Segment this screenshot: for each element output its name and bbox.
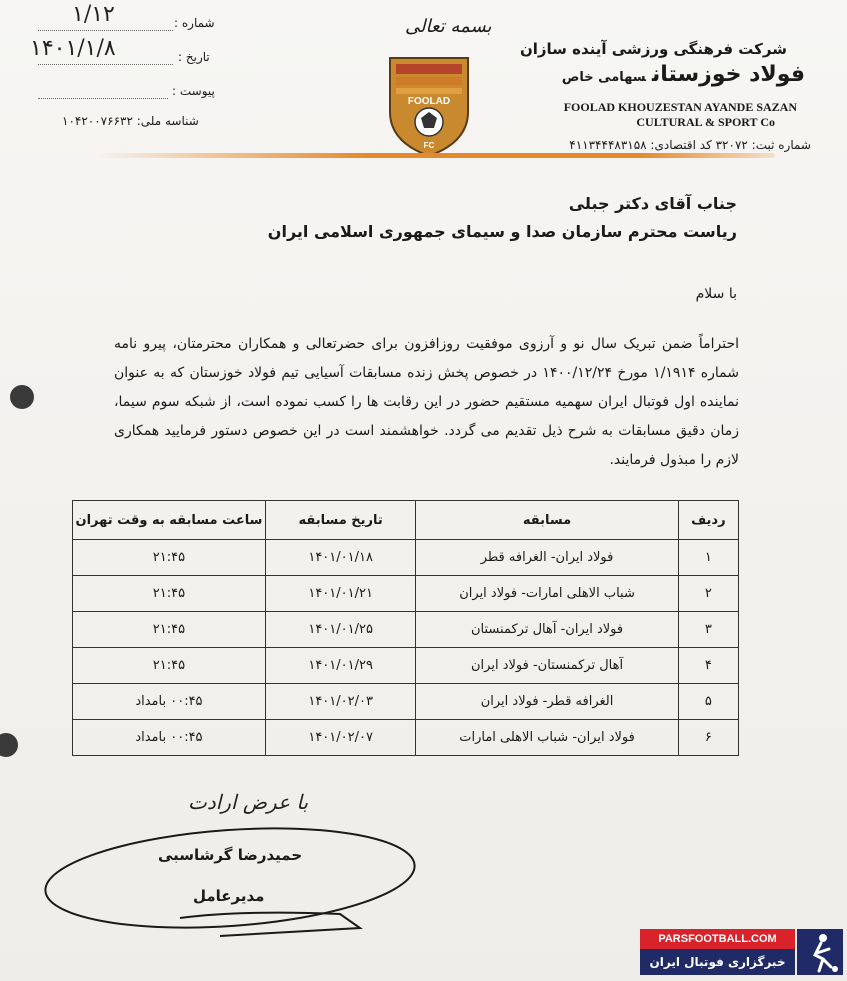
row-number: ۲	[678, 576, 738, 612]
letter-body: احتراماً ضمن تبریک سال نو و آرزوی موفقیت روزافزون برای حضرتعالی و همکاران محترمتان، پیرو نامه شماره ۱/۱۹۱۴ مورخ ۱۴۰۰/۱۲/۲۴ در خصوص پخش زنده مسابقات آسیایی تیم فولاد خوزستان که به عنوان نماینده اول فوتبال ایران سهمیه مستقیم حضور در این رقابت ها را کسب نموده است، از شبکه سوم سیما، زمان دقیق مسابقات به شرح ذیل تقدیم می گردد. خواهشمند است در این خصوص دستور فرمایید همکاری لازم را مبذول فرمایند.	[114, 336, 739, 468]
number-line	[38, 30, 173, 31]
table-row	[73, 612, 739, 648]
company-main-label: فولاد خوزستان	[652, 62, 805, 87]
registration-line: شماره ثبت: ۳۲۰۷۲ کد اقتصادی: ۴۱۱۳۴۴۴۸۳۱۵۸	[569, 138, 811, 152]
signatory-title: مدیرعامل	[193, 887, 265, 905]
watermark-site: PARSFOOTBALL.COM	[640, 929, 795, 949]
row-number: ۵	[678, 684, 738, 720]
row-number: ۶	[678, 720, 738, 756]
header-divider	[95, 153, 775, 158]
punch-hole	[10, 385, 34, 409]
match-name: آهال ترکمنستان- فولاد ایران	[416, 648, 678, 684]
row-number: ۳	[678, 612, 738, 648]
company-name-fa-main	[562, 62, 805, 87]
match-time: ۰۰:۴۵ بامداد	[73, 720, 266, 756]
attachment-line	[38, 98, 168, 99]
number-label: شماره :	[174, 16, 215, 30]
company-name-fa: شرکت فرهنگی ورزشی آینده سازان	[519, 40, 787, 58]
parsfootball-watermark	[640, 929, 845, 977]
match-time: ۲۱:۴۵	[73, 540, 266, 576]
addressee-name: جناب آقای دکتر جبلی	[568, 194, 737, 213]
row-number: ۴	[678, 648, 738, 684]
row-number: ۱	[678, 540, 738, 576]
match-date: ۱۴۰۱/۰۲/۰۳	[265, 684, 416, 720]
player-kick-icon	[797, 929, 843, 975]
attachment-label: پیوست :	[172, 84, 215, 98]
table-row	[73, 684, 739, 720]
bismillah-text: بسمه تعالی	[405, 16, 492, 37]
match-date: ۱۴۰۱/۰۱/۱۸	[265, 540, 416, 576]
table-row	[73, 648, 739, 684]
greeting: با سلام	[695, 286, 737, 302]
watermark-tagline: خبرگزاری فوتبال ایران	[640, 949, 795, 975]
company-name-en: FOOLAD KHOUZESTAN AYANDE SAZAN	[563, 100, 797, 114]
match-date: ۱۴۰۱/۰۱/۲۱	[265, 576, 416, 612]
svg-text:FC: FC	[423, 141, 435, 150]
table-row	[73, 540, 739, 576]
match-date: ۱۴۰۱/۰۲/۰۷	[265, 720, 416, 756]
match-time: ۲۱:۴۵	[73, 648, 266, 684]
match-name: الغرافه قطر- فولاد ایران	[416, 684, 678, 720]
match-date: ۱۴۰۱/۰۱/۲۵	[265, 612, 416, 648]
svg-text:FOOLAD: FOOLAD	[407, 96, 451, 107]
header-date: تاریخ مسابقه	[265, 501, 416, 540]
date-label: تاریخ :	[178, 50, 210, 64]
signature-scribble	[40, 818, 430, 938]
table-header-row	[73, 501, 739, 540]
number-value: ۱/۱۲	[72, 2, 115, 27]
match-time: ۲۱:۴۵	[73, 612, 266, 648]
match-name: فولاد ایران- شباب الاهلی امارات	[416, 720, 678, 756]
shield-icon	[384, 20, 474, 160]
national-id: شناسه ملی: ۱۰۴۲۰۰۷۶۶۳۲	[62, 114, 199, 128]
club-logo	[384, 20, 474, 160]
signatory-name: حمیدرضا گرشاسبی	[158, 846, 303, 864]
match-name: فولاد ایران- آهال ترکمنستان	[416, 612, 678, 648]
header-row-number: ردیف	[678, 501, 738, 540]
table-row	[73, 720, 739, 756]
header-match: مسابقه	[416, 501, 678, 540]
match-schedule-table	[72, 500, 739, 756]
match-name: شباب الاهلی امارات- فولاد ایران	[416, 576, 678, 612]
company-name-en-2: CULTURAL & SPORT Co	[636, 115, 775, 129]
company-type-label: سهامی خاص	[561, 70, 647, 85]
table-row	[73, 576, 739, 612]
match-time: ۰۰:۴۵ بامداد	[73, 684, 266, 720]
header-time: ساعت مسابقه به وقت تهران	[73, 501, 266, 540]
match-time: ۲۱:۴۵	[73, 576, 266, 612]
match-name: فولاد ایران- الغرافه قطر	[416, 540, 678, 576]
addressee-title: ریاست محترم سازمان صدا و سیمای جمهوری اسلامی ایران	[267, 222, 737, 241]
date-line	[38, 64, 173, 65]
date-value: ۱۴۰۱/۱/۸	[30, 36, 116, 61]
match-date: ۱۴۰۱/۰۱/۲۹	[265, 648, 416, 684]
handwritten-regards: با عرض ارادت	[188, 790, 309, 814]
